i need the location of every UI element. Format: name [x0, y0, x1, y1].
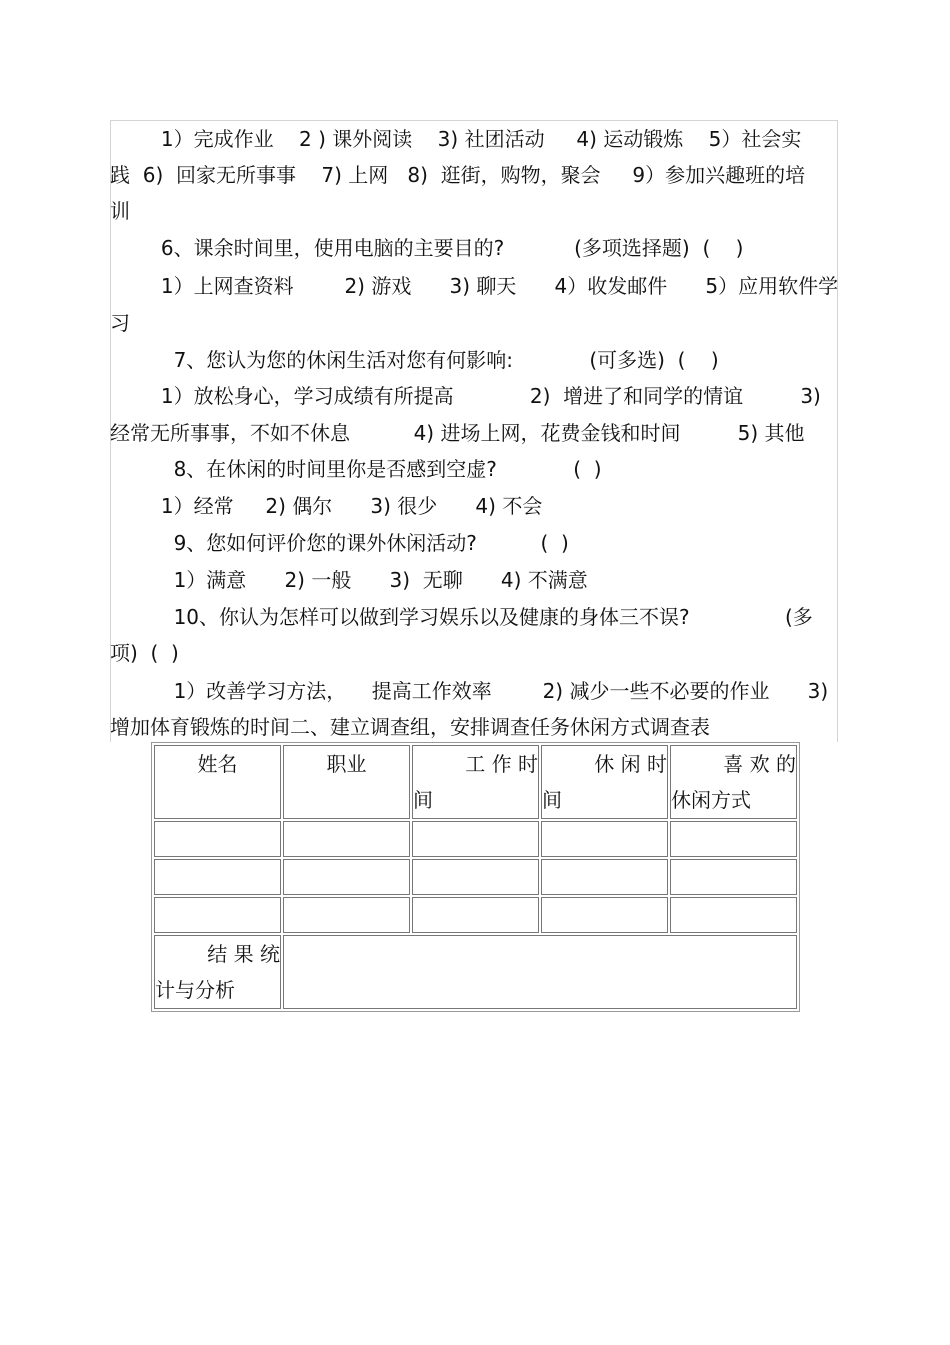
text-line: 1）满意 2) 一般 3) 无聊 4) 不满意 — [110, 568, 588, 592]
text-line: 训 — [110, 199, 130, 223]
header-work-time-line2: 间 — [413, 788, 433, 812]
header-work-time-line1: 工 作 时 — [465, 752, 538, 776]
result-analysis-cell[interactable] — [283, 935, 797, 1009]
result-label — [154, 935, 281, 1009]
result-row — [154, 935, 797, 1009]
text-line: 践 6) 回家无所事事 7) 上网 8) 逛街，购物，聚会 9）参加兴趣班的培 — [110, 163, 806, 187]
text-line: 习 — [110, 311, 130, 335]
text-line: 1）完成作业 2 ) 课外阅读 3) 社团活动 4) 运动锻炼 5）社会实 — [110, 127, 802, 151]
table-cell[interactable] — [670, 897, 797, 933]
table-cell[interactable] — [154, 897, 281, 933]
leisure-survey-table — [151, 742, 800, 1012]
table-cell[interactable] — [283, 859, 410, 895]
table-cell[interactable] — [541, 897, 668, 933]
result-label-line1: 结 果 统 — [207, 942, 280, 966]
header-leisure-time — [541, 745, 668, 819]
table-cell[interactable] — [412, 859, 539, 895]
table-cell[interactable] — [541, 821, 668, 857]
header-favorite-line2: 休闲方式 — [671, 788, 751, 812]
table-cell[interactable] — [154, 859, 281, 895]
table-cell[interactable] — [283, 821, 410, 857]
table-cell[interactable] — [541, 859, 668, 895]
table-header-row — [154, 745, 797, 819]
table-cell[interactable] — [283, 897, 410, 933]
text-line: 经常无所事事，不如不休息 4) 进场上网，花费金钱和时间 5) 其他 — [110, 421, 805, 445]
question-10: 10、你认为怎样可以做到学习娱乐以及健康的身体三不误? (多 — [110, 605, 813, 629]
text-line: 1）改善学习方法， 提高工作效率 2) 减少一些不必要的作业 3) — [110, 679, 829, 703]
table-cell[interactable] — [412, 821, 539, 857]
table-row — [154, 859, 797, 895]
question-9: 9、您如何评价您的课外休闲活动? ( ) — [110, 531, 569, 555]
table-cell[interactable] — [670, 859, 797, 895]
question-8: 8、在休闲的时间里你是否感到空虚? ( ) — [110, 457, 602, 481]
header-favorite-line1: 喜 欢 的 — [723, 752, 796, 776]
header-leisure-time-line1: 休 闲 时 — [594, 752, 667, 776]
text-line: 1）上网查资料 2) 游戏 3) 聊天 4）收发邮件 5）应用软件学 — [110, 274, 839, 298]
header-job: 职业 — [283, 745, 410, 819]
text-line: 1）经常 2) 偶尔 3) 很少 4) 不会 — [110, 494, 543, 518]
header-leisure-time-line2: 间 — [542, 788, 562, 812]
question-7: 7、您认为您的休闲生活对您有何影响: (可多选) ( ) — [110, 348, 719, 372]
header-name: 姓名 — [154, 745, 281, 819]
table-cell[interactable] — [412, 897, 539, 933]
table-row — [154, 821, 797, 857]
header-work-time — [412, 745, 539, 819]
text-line: 1）放松身心，学习成绩有所提高 2) 增进了和同学的情谊 3) — [110, 384, 821, 408]
table-cell[interactable] — [670, 821, 797, 857]
question-6: 6、课余时间里，使用电脑的主要目的? (多项选择题) ( ) — [110, 236, 744, 260]
result-label-line2: 计与分析 — [155, 978, 235, 1002]
text-line: 增加体育锻炼的时间二、建立调查组，安排调查任务休闲方式调查表 — [110, 715, 710, 739]
text-line: 项) ( ) — [110, 641, 179, 665]
table-cell[interactable] — [154, 821, 281, 857]
header-favorite — [670, 745, 797, 819]
table-row — [154, 897, 797, 933]
